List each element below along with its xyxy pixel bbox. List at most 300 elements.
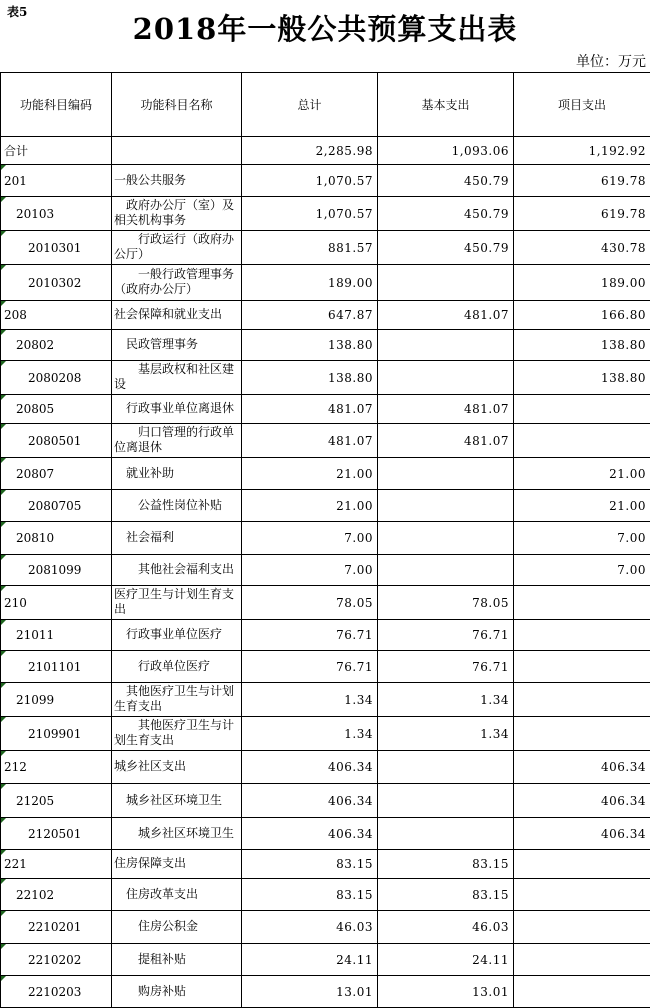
- cell-name[interactable]: [112, 265, 242, 301]
- cell-basic-expense[interactable]: [378, 717, 514, 751]
- cell-basic-expense[interactable]: [378, 944, 514, 976]
- cell-basic-expense-text: 83.15: [472, 888, 509, 902]
- cell-code-text: 合计: [4, 144, 28, 158]
- cell-basic-expense-text: 481.07: [464, 308, 509, 322]
- table-row: [1, 784, 650, 818]
- cell-code-text: 2080501: [28, 434, 81, 448]
- cell-total-text: 78.05: [336, 596, 373, 610]
- cell-code-text: 2010301: [28, 241, 81, 255]
- stored-as-text-flag-icon: [1, 620, 6, 625]
- cell-total[interactable]: [242, 424, 378, 458]
- cell-basic-expense-text: 13.01: [472, 985, 509, 999]
- cell-basic-expense-text: 481.07: [464, 402, 509, 416]
- cell-name[interactable]: [112, 717, 242, 751]
- cell-total[interactable]: [242, 231, 378, 265]
- cell-code-text: 2010302: [28, 276, 81, 290]
- cell-basic-expense[interactable]: [378, 818, 514, 850]
- cell-total-text: 13.01: [336, 985, 373, 999]
- cell-total-text: 647.87: [328, 308, 373, 322]
- stored-as-text-flag-icon: [1, 301, 6, 306]
- table-row: [1, 751, 650, 784]
- cell-project-expense[interactable]: [514, 879, 650, 911]
- cell-name[interactable]: [112, 620, 242, 651]
- table-header: [1, 73, 650, 137]
- cell-name-text: 提租补贴: [138, 952, 186, 966]
- stored-as-text-flag-icon: [1, 850, 6, 855]
- cell-project-expense[interactable]: [514, 165, 650, 197]
- cell-name-text: 住房改革支出: [126, 887, 198, 901]
- page-title: 2018年一般公共预算支出表: [0, 0, 650, 47]
- cell-basic-expense[interactable]: [378, 231, 514, 265]
- cell-code-text: 2081099: [28, 563, 81, 577]
- cell-basic-expense-text: 78.05: [472, 596, 509, 610]
- cell-name-text: 行政单位医疗: [138, 659, 210, 673]
- column-header-basic[interactable]: 基本支出: [378, 73, 514, 137]
- cell-basic-expense[interactable]: [378, 490, 514, 522]
- cell-total[interactable]: [242, 879, 378, 911]
- cell-code[interactable]: [1, 751, 112, 784]
- cell-total-text: 7.00: [344, 563, 373, 577]
- cell-basic-expense[interactable]: [378, 458, 514, 490]
- cell-code[interactable]: [1, 490, 112, 522]
- cell-total[interactable]: [242, 330, 378, 361]
- cell-code[interactable]: [1, 458, 112, 490]
- cell-total[interactable]: [242, 651, 378, 683]
- cell-total[interactable]: [242, 555, 378, 586]
- cell-name-text: 行政运行（政府办公厅）: [114, 232, 234, 261]
- cell-total[interactable]: [242, 301, 378, 330]
- table-row: [1, 424, 650, 458]
- cell-total[interactable]: [242, 490, 378, 522]
- cell-total-text: 76.71: [336, 660, 373, 674]
- cell-project-expense-text: 189.00: [601, 276, 646, 290]
- cell-code[interactable]: [1, 395, 112, 424]
- table-row: [1, 458, 650, 490]
- cell-name[interactable]: [112, 751, 242, 784]
- cell-name-text: 住房公积金: [138, 919, 198, 933]
- cell-project-expense[interactable]: [514, 555, 650, 586]
- cell-project-expense-text: 138.80: [601, 371, 646, 385]
- cell-name[interactable]: [112, 395, 242, 424]
- stored-as-text-flag-icon: [1, 265, 6, 270]
- cell-basic-expense[interactable]: [378, 879, 514, 911]
- cell-code[interactable]: [1, 911, 112, 944]
- cell-total-text: 76.71: [336, 628, 373, 642]
- cell-total[interactable]: [242, 818, 378, 850]
- stored-as-text-flag-icon: [1, 458, 6, 463]
- stored-as-text-flag-icon: [1, 490, 6, 495]
- cell-name-text: 城乡社区环境卫生: [126, 793, 222, 807]
- cell-total-text: 189.00: [328, 276, 373, 290]
- cell-basic-expense[interactable]: [378, 424, 514, 458]
- table-row: [1, 522, 650, 555]
- cell-name-text: 其他医疗卫生与计划生育支出: [114, 718, 234, 747]
- cell-total[interactable]: [242, 911, 378, 944]
- cell-total-text: 481.07: [328, 434, 373, 448]
- cell-basic-expense-text: 76.71: [472, 660, 509, 674]
- cell-basic-expense-text: 450.79: [464, 174, 509, 188]
- cell-total[interactable]: [242, 137, 378, 165]
- cell-basic-expense[interactable]: [378, 586, 514, 620]
- cell-total-text: 83.15: [336, 888, 373, 902]
- cell-project-expense[interactable]: [514, 197, 650, 231]
- cell-name-text: 归口管理的行政单位离退休: [114, 425, 234, 454]
- cell-code[interactable]: [1, 944, 112, 976]
- cell-project-expense[interactable]: [514, 683, 650, 717]
- stored-as-text-flag-icon: [1, 717, 6, 722]
- cell-project-expense[interactable]: [514, 751, 650, 784]
- cell-total-text: 481.07: [328, 402, 373, 416]
- cell-total-text: 1,070.57: [316, 207, 373, 221]
- cell-code[interactable]: [1, 784, 112, 818]
- cell-total[interactable]: [242, 620, 378, 651]
- cell-code-text: 2120501: [28, 827, 81, 841]
- cell-project-expense[interactable]: [514, 458, 650, 490]
- cell-total-text: 138.80: [328, 371, 373, 385]
- cell-total[interactable]: [242, 395, 378, 424]
- stored-as-text-flag-icon: [1, 944, 6, 949]
- cell-basic-expense-text: 1,093.06: [452, 144, 509, 158]
- cell-code-text: 20805: [16, 402, 54, 416]
- cell-code-text: 22102: [16, 888, 54, 902]
- cell-name-text: 社会保障和就业支出: [114, 307, 222, 321]
- cell-basic-expense-text: 24.11: [472, 953, 509, 967]
- cell-project-expense[interactable]: [514, 137, 650, 165]
- cell-total-text: 46.03: [336, 920, 373, 934]
- cell-code-text: 21099: [16, 693, 54, 707]
- cell-code[interactable]: [1, 651, 112, 683]
- cell-name[interactable]: [112, 683, 242, 717]
- cell-code-text: 20807: [16, 467, 54, 481]
- cell-code-text: 2080208: [28, 371, 81, 385]
- cell-name-text: 公益性岗位补贴: [138, 498, 222, 512]
- cell-basic-expense-text: 46.03: [472, 920, 509, 934]
- cell-code[interactable]: [1, 683, 112, 717]
- cell-project-expense[interactable]: [514, 490, 650, 522]
- cell-basic-expense[interactable]: [378, 197, 514, 231]
- cell-project-expense-text: 138.80: [601, 338, 646, 352]
- cell-name-text: 基层政权和社区建设: [114, 362, 234, 391]
- cell-name[interactable]: [112, 818, 242, 850]
- cell-basic-expense[interactable]: [378, 911, 514, 944]
- cell-name[interactable]: [112, 879, 242, 911]
- cell-code-text: 2210201: [28, 920, 81, 934]
- cell-name[interactable]: [112, 197, 242, 231]
- stored-as-text-flag-icon: [1, 395, 6, 400]
- cell-name-text: 行政事业单位离退休: [126, 401, 234, 415]
- cell-name[interactable]: [112, 361, 242, 395]
- cell-basic-expense[interactable]: [378, 265, 514, 301]
- unit-label: 单位：万元: [0, 52, 650, 72]
- cell-code-text: 2101101: [28, 660, 81, 674]
- header-row: [1, 73, 650, 137]
- cell-name-text: 社会福利: [126, 530, 174, 544]
- table-row: [1, 197, 650, 231]
- cell-basic-expense[interactable]: [378, 330, 514, 361]
- stored-as-text-flag-icon: [1, 231, 6, 236]
- stored-as-text-flag-icon: [1, 751, 6, 756]
- table-row: [1, 586, 650, 620]
- cell-name[interactable]: [112, 490, 242, 522]
- cell-project-expense[interactable]: [514, 944, 650, 976]
- cell-total[interactable]: [242, 361, 378, 395]
- cell-name[interactable]: [112, 137, 242, 165]
- cell-name[interactable]: [112, 850, 242, 879]
- table-body: [1, 137, 650, 1008]
- stored-as-text-flag-icon: [1, 555, 6, 560]
- cell-name-text: 其他医疗卫生与计划生育支出: [114, 684, 234, 713]
- cell-basic-expense[interactable]: [378, 301, 514, 330]
- table-row: [1, 165, 650, 197]
- cell-project-expense[interactable]: [514, 231, 650, 265]
- cell-name[interactable]: [112, 522, 242, 555]
- cell-basic-expense-text: 450.79: [464, 207, 509, 221]
- cell-name[interactable]: [112, 330, 242, 361]
- cell-project-expense-text: 1,192.92: [589, 144, 646, 158]
- cell-code-text: 201: [4, 174, 27, 188]
- cell-code[interactable]: [1, 361, 112, 395]
- cell-code-text: 21011: [16, 628, 54, 642]
- cell-total[interactable]: [242, 586, 378, 620]
- table-row: [1, 911, 650, 944]
- cell-project-expense[interactable]: [514, 301, 650, 330]
- stored-as-text-flag-icon: [1, 911, 6, 916]
- cell-name[interactable]: [112, 944, 242, 976]
- cell-code[interactable]: [1, 620, 112, 651]
- cell-name-text: 就业补助: [126, 466, 174, 480]
- cell-total-text: 138.80: [328, 338, 373, 352]
- cell-name[interactable]: [112, 651, 242, 683]
- cell-total-text: 881.57: [328, 241, 373, 255]
- cell-total-text: 83.15: [336, 857, 373, 871]
- table-row: [1, 555, 650, 586]
- table-row: [1, 490, 650, 522]
- cell-name-text: 政府办公厅（室）及相关机构事务: [114, 198, 234, 227]
- cell-project-expense[interactable]: [514, 818, 650, 850]
- cell-total[interactable]: [242, 458, 378, 490]
- cell-name-text: 住房保障支出: [114, 856, 186, 870]
- cell-code[interactable]: [1, 850, 112, 879]
- cell-basic-expense[interactable]: [378, 555, 514, 586]
- stored-as-text-flag-icon: [1, 586, 6, 591]
- cell-name[interactable]: [112, 555, 242, 586]
- cell-name-text: 其他社会福利支出: [138, 562, 234, 576]
- cell-project-expense[interactable]: [514, 784, 650, 818]
- cell-project-expense-text: 406.34: [601, 827, 646, 841]
- cell-name[interactable]: [112, 911, 242, 944]
- cell-code[interactable]: [1, 424, 112, 458]
- cell-total[interactable]: [242, 683, 378, 717]
- cell-code[interactable]: [1, 197, 112, 231]
- cell-total[interactable]: [242, 784, 378, 818]
- cell-code[interactable]: [1, 231, 112, 265]
- stored-as-text-flag-icon: [1, 683, 6, 688]
- cell-name-text: 行政事业单位医疗: [126, 627, 222, 641]
- cell-name-text: 城乡社区环境卫生: [138, 826, 234, 840]
- table-row: [1, 395, 650, 424]
- cell-name[interactable]: [112, 165, 242, 197]
- cell-name[interactable]: [112, 301, 242, 330]
- cell-total-text: 1.34: [344, 693, 373, 707]
- cell-name[interactable]: [112, 784, 242, 818]
- cell-code[interactable]: [1, 555, 112, 586]
- cell-code[interactable]: [1, 717, 112, 751]
- cell-project-expense-text: 406.34: [601, 760, 646, 774]
- cell-basic-expense-text: 450.79: [464, 241, 509, 255]
- stored-as-text-flag-icon: [1, 197, 6, 202]
- cell-basic-expense-text: 481.07: [464, 434, 509, 448]
- cell-code[interactable]: [1, 879, 112, 911]
- cell-basic-expense-text: 1.34: [480, 727, 509, 741]
- cell-total-text: 406.34: [328, 794, 373, 808]
- cell-name[interactable]: [112, 458, 242, 490]
- cell-code[interactable]: [1, 301, 112, 330]
- cell-total[interactable]: [242, 522, 378, 555]
- table-row: [1, 850, 650, 879]
- cell-project-expense-text: 406.34: [601, 794, 646, 808]
- cell-total[interactable]: [242, 717, 378, 751]
- table-row: [1, 265, 650, 301]
- cell-code[interactable]: [1, 586, 112, 620]
- cell-total[interactable]: [242, 165, 378, 197]
- cell-code-text: 2080705: [28, 499, 81, 513]
- cell-basic-expense-text: 1.34: [480, 693, 509, 707]
- cell-basic-expense[interactable]: [378, 683, 514, 717]
- cell-name-text: 一般公共服务: [114, 173, 186, 187]
- cell-project-expense[interactable]: [514, 330, 650, 361]
- table-row: [1, 818, 650, 850]
- sheet-label: 表5: [7, 3, 27, 20]
- table-row: [1, 717, 650, 751]
- cell-name-text: 城乡社区支出: [114, 759, 186, 773]
- cell-name-text: 一般行政管理事务（政府办公厅）: [114, 267, 234, 296]
- cell-project-expense[interactable]: [514, 361, 650, 395]
- column-header-code[interactable]: 功能科目编码: [1, 73, 112, 137]
- table-row: [1, 620, 650, 651]
- stored-as-text-flag-icon: [1, 879, 6, 884]
- cell-name[interactable]: [112, 424, 242, 458]
- column-header-total[interactable]: 总计: [242, 73, 378, 137]
- stored-as-text-flag-icon: [1, 651, 6, 656]
- cell-total[interactable]: [242, 265, 378, 301]
- cell-code-text: 2210203: [28, 985, 81, 999]
- cell-project-expense-text: 21.00: [609, 499, 646, 513]
- cell-total-text: 21.00: [336, 499, 373, 513]
- cell-basic-expense[interactable]: [378, 620, 514, 651]
- cell-code[interactable]: [1, 165, 112, 197]
- cell-project-expense[interactable]: [514, 522, 650, 555]
- stored-as-text-flag-icon: [1, 165, 6, 170]
- cell-total[interactable]: [242, 944, 378, 976]
- cell-code[interactable]: [1, 137, 112, 165]
- cell-project-expense-text: 7.00: [617, 563, 646, 577]
- cell-total-text: 24.11: [336, 953, 373, 967]
- table-row: [1, 137, 650, 165]
- cell-total-text: 7.00: [344, 531, 373, 545]
- cell-code-text: 212: [4, 760, 27, 774]
- table-row: [1, 231, 650, 265]
- stored-as-text-flag-icon: [1, 424, 6, 429]
- cell-code-text: 2109901: [28, 727, 81, 741]
- cell-total-text: 1,070.57: [316, 174, 373, 188]
- column-header-name[interactable]: 功能科目名称: [112, 73, 242, 137]
- stored-as-text-flag-icon: [1, 976, 6, 981]
- cell-name-text: 民政管理事务: [126, 337, 198, 351]
- cell-name[interactable]: [112, 231, 242, 265]
- cell-total-text: 406.34: [328, 827, 373, 841]
- cell-basic-expense[interactable]: [378, 395, 514, 424]
- cell-basic-expense[interactable]: [378, 784, 514, 818]
- cell-total[interactable]: [242, 751, 378, 784]
- cell-code-text: 20103: [16, 207, 54, 221]
- cell-name-text: 购房补贴: [138, 984, 186, 998]
- cell-total-text: 2,285.98: [316, 144, 373, 158]
- cell-project-expense-text: 619.78: [601, 174, 646, 188]
- cell-project-expense[interactable]: [514, 651, 650, 683]
- stored-as-text-flag-icon: [1, 818, 6, 823]
- cell-basic-expense[interactable]: [378, 137, 514, 165]
- cell-total[interactable]: [242, 850, 378, 879]
- cell-basic-expense[interactable]: [378, 651, 514, 683]
- cell-project-expense[interactable]: [514, 717, 650, 751]
- cell-basic-expense-text: 83.15: [472, 857, 509, 871]
- cell-total-text: 1.34: [344, 727, 373, 741]
- cell-basic-expense[interactable]: [378, 165, 514, 197]
- cell-code[interactable]: [1, 818, 112, 850]
- cell-code-text: 20810: [16, 531, 54, 545]
- table-row: [1, 651, 650, 683]
- cell-basic-expense[interactable]: [378, 850, 514, 879]
- cell-project-expense[interactable]: [514, 265, 650, 301]
- table-row: [1, 879, 650, 911]
- cell-project-expense[interactable]: [514, 620, 650, 651]
- table-row: [1, 330, 650, 361]
- table-row: [1, 361, 650, 395]
- cell-project-expense[interactable]: [514, 586, 650, 620]
- cell-code[interactable]: [1, 522, 112, 555]
- table-row: [1, 683, 650, 717]
- cell-code-text: 208: [4, 308, 27, 322]
- cell-code[interactable]: [1, 330, 112, 361]
- column-header-project[interactable]: 项目支出: [514, 73, 650, 137]
- table-row: [1, 944, 650, 976]
- cell-project-expense-text: 619.78: [601, 207, 646, 221]
- cell-project-expense-text: 21.00: [609, 467, 646, 481]
- cell-basic-expense[interactable]: [378, 522, 514, 555]
- cell-total-text: 406.34: [328, 760, 373, 774]
- stored-as-text-flag-icon: [1, 784, 6, 789]
- cell-basic-expense[interactable]: [378, 361, 514, 395]
- cell-project-expense[interactable]: [514, 395, 650, 424]
- cell-project-expense[interactable]: [514, 911, 650, 944]
- cell-code-text: 20802: [16, 338, 54, 352]
- cell-project-expense[interactable]: [514, 850, 650, 879]
- budget-table: [0, 72, 650, 1008]
- cell-project-expense[interactable]: [514, 424, 650, 458]
- cell-project-expense-text: 7.00: [617, 531, 646, 545]
- cell-project-expense-text: 430.78: [601, 241, 646, 255]
- cell-basic-expense[interactable]: [378, 751, 514, 784]
- cell-code[interactable]: [1, 265, 112, 301]
- cell-code-text: 221: [4, 857, 27, 871]
- cell-project-expense-text: 166.80: [601, 308, 646, 322]
- stored-as-text-flag-icon: [1, 522, 6, 527]
- cell-total[interactable]: [242, 197, 378, 231]
- stored-as-text-flag-icon: [1, 361, 6, 366]
- cell-name[interactable]: [112, 586, 242, 620]
- table-row: [1, 301, 650, 330]
- cell-total-text: 21.00: [336, 467, 373, 481]
